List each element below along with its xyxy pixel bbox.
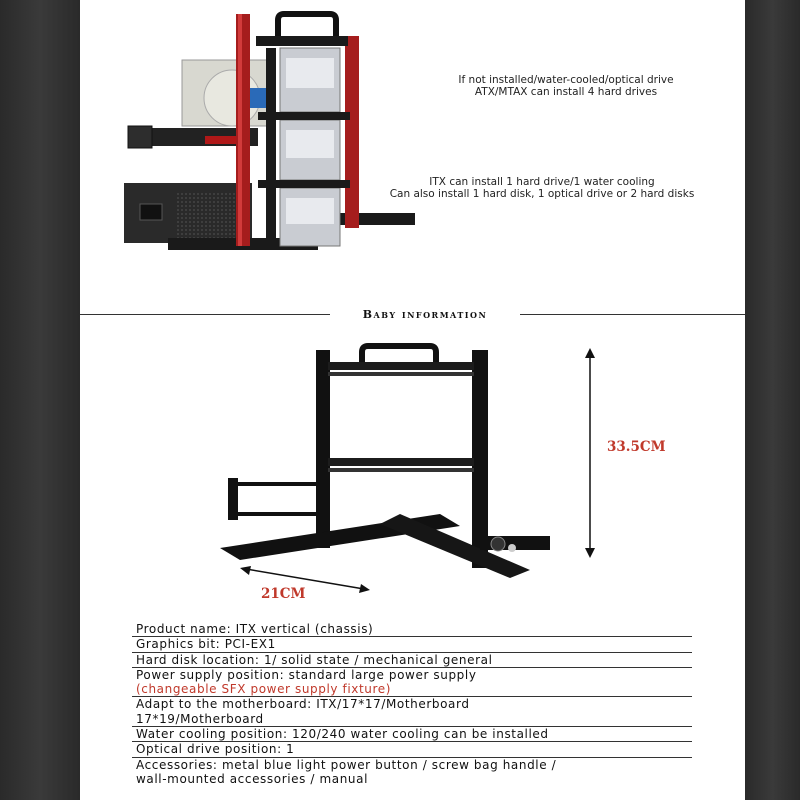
carry-handle	[278, 14, 336, 36]
spec-row	[132, 758, 692, 787]
spec-power-supply: Power supply position: standard large power supply	[136, 667, 477, 682]
black-chassis-photo	[220, 338, 560, 582]
spec-row	[132, 697, 692, 727]
spec-product-name: Product name: ITX vertical (chassis)	[136, 622, 374, 636]
caption-line-3: ITX can install 1 hard drive/1 water cooling	[429, 176, 655, 188]
spec-accessories-note: wall-mounted accessories / manual	[136, 771, 369, 786]
height-dimension-label: 33.5CM	[607, 439, 666, 455]
black-upright-right	[472, 350, 488, 568]
section-rule-left	[80, 314, 330, 315]
spec-row	[132, 653, 692, 668]
spec-power-supply-note: (changeable SFX power supply fixture)	[136, 682, 392, 697]
spec-hard-disk: Hard disk location: 1/ solid state / mechanical general	[136, 652, 493, 667]
spec-graphics-bit: Graphics bit: PCI-EX1	[136, 637, 276, 652]
power-supply	[124, 183, 252, 243]
red-upright-right	[345, 36, 359, 228]
spec-accessories: Accessories: metal blue light power button / screw bag handle /	[136, 757, 557, 772]
spec-row	[132, 637, 692, 652]
spec-water-cooling: Water cooling position: 120/240 water cooling can be installed	[136, 727, 549, 742]
caption-line-4: Can also install 1 hard disk, 1 optical drive or 2 hard disks	[389, 188, 695, 200]
width-dimension-label: 21CM	[261, 586, 306, 602]
hard-drive-2	[280, 120, 340, 180]
hard-drive-3	[280, 188, 340, 246]
spec-row	[132, 742, 692, 757]
hard-drive-1	[280, 48, 340, 112]
red-chassis-photo	[120, 8, 420, 270]
product-panel	[80, 0, 745, 800]
spec-table	[132, 622, 692, 786]
right-dark-border	[745, 0, 800, 800]
caption-line-1: If not installed/water-cooled/optical drive	[458, 74, 674, 86]
pci-bracket	[228, 478, 320, 520]
spec-motherboard: Adapt to the motherboard: ITX/17*17/Motherboard	[136, 697, 470, 712]
height-dimension-arrow	[575, 348, 605, 558]
section-rule-right	[520, 314, 745, 315]
section-title: Baby information	[362, 308, 488, 321]
spec-row	[132, 668, 692, 698]
left-dark-border	[0, 0, 80, 800]
black-upright-left	[316, 350, 330, 548]
caption-line-2: ATX/MTAX can install 4 hard drives	[474, 86, 658, 98]
spec-row	[132, 727, 692, 742]
spec-row	[132, 622, 692, 637]
spec-motherboard-note: 17*19/Motherboard	[136, 711, 264, 726]
spec-optical-drive: Optical drive position: 1	[136, 742, 295, 757]
